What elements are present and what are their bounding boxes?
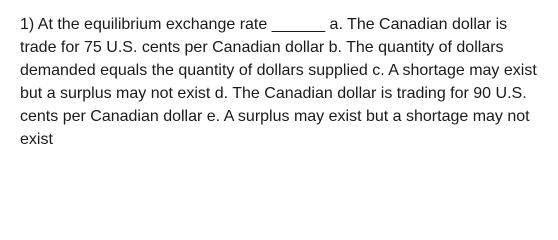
question-text: 1) At the equilibrium exchange rate ______ a. The Canadian dollar is trade for 75 U.S. cents per Canadian dollar b. The quantity of dollars demanded equals the quantity of dollars supplied c. A shortage may exist but a surplus may not exist d. The Canadian dollar is trading for 90 U.S. cents per Canadian dollar e. A surplus may exist but a shortage may not exist — [20, 16, 537, 148]
